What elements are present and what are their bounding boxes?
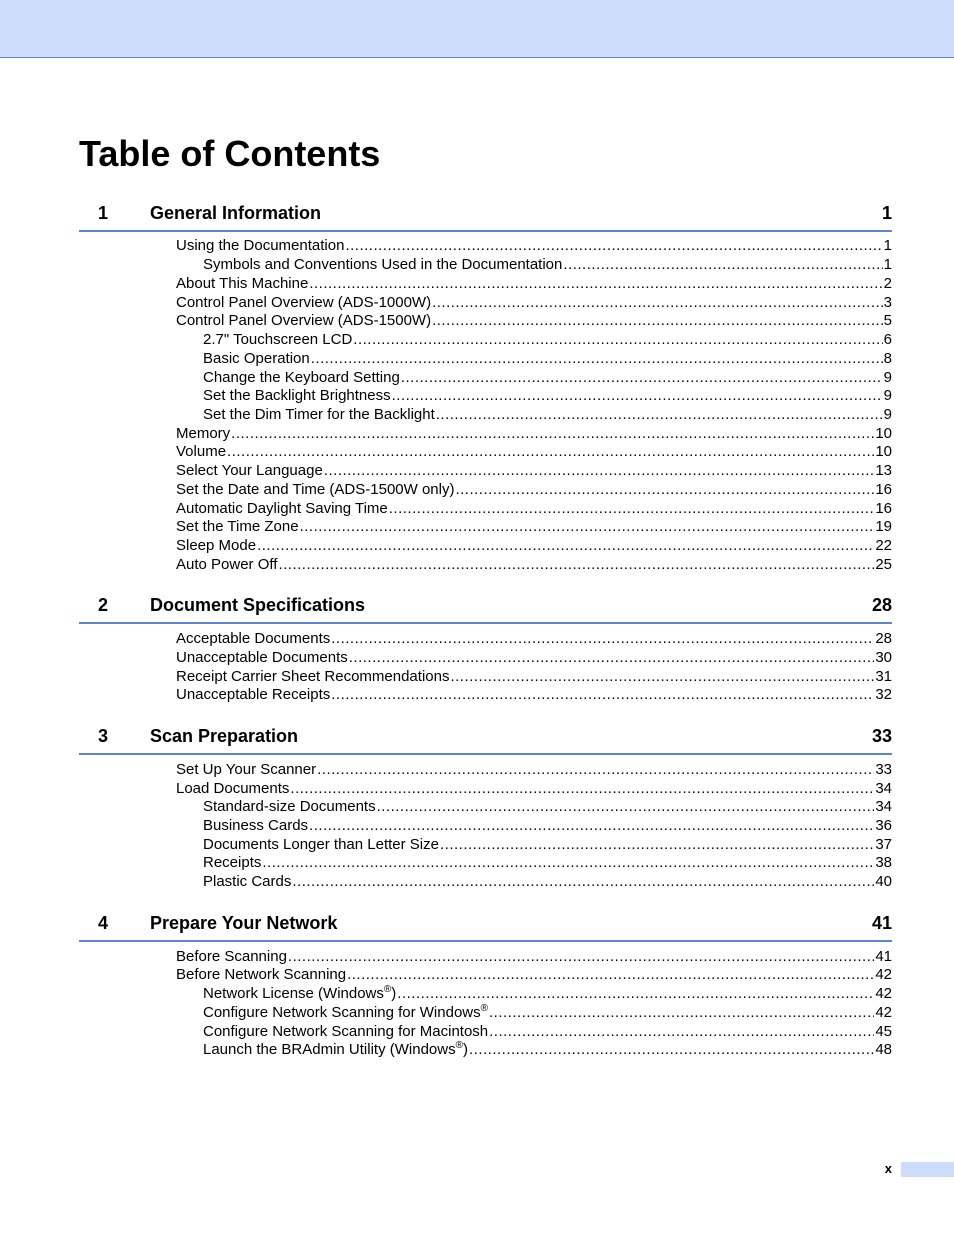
dot-leader <box>324 462 875 480</box>
dot-leader <box>347 966 874 984</box>
chapter-number: 4 <box>98 913 109 933</box>
toc-entry[interactable] <box>176 556 892 574</box>
chapter-number: 3 <box>98 726 109 746</box>
dot-leader <box>231 425 874 443</box>
toc-entry[interactable] <box>176 761 892 779</box>
registered-mark: ® <box>455 1041 463 1051</box>
chapter-page: 41 <box>871 913 892 933</box>
toc-entry-page: 30 <box>875 649 892 666</box>
toc-subentry[interactable] <box>203 873 892 891</box>
toc-entry-text: Network License (Windows <box>203 985 384 1002</box>
chapter-heading-4[interactable] <box>79 909 892 942</box>
chapter-title: General Information <box>150 203 322 223</box>
toc-entry-label <box>203 1041 468 1059</box>
toc-subentry[interactable] <box>203 1023 892 1041</box>
toc-entry-text: Control Panel Overview (ADS-1000W) <box>176 294 432 311</box>
dot-leader <box>432 312 883 330</box>
toc-entry[interactable] <box>176 518 892 536</box>
toc-entry-text: Acceptable Documents <box>176 630 331 647</box>
toc-subentry[interactable] <box>203 817 892 835</box>
toc-entry-text: Before Scanning <box>176 948 287 965</box>
toc-entry-page: 45 <box>875 1023 892 1040</box>
toc-entry-page: 42 <box>875 985 892 1002</box>
toc-entry-page: 38 <box>875 854 892 871</box>
dot-leader <box>450 668 874 686</box>
footer-page-number: x <box>884 1161 892 1176</box>
toc-entry-text: Basic Operation <box>203 350 310 367</box>
dot-leader <box>317 761 874 779</box>
toc-entry-page: 25 <box>875 556 892 573</box>
toc-entry[interactable] <box>176 780 892 798</box>
dot-leader <box>349 649 875 667</box>
toc-entry[interactable] <box>176 294 892 312</box>
toc-entry-page: 36 <box>875 817 892 834</box>
toc-entry-text-tail: ) <box>391 985 397 1002</box>
dot-leader <box>278 556 874 574</box>
page-title: Table of Contents <box>79 133 381 174</box>
dot-leader <box>455 481 874 499</box>
toc-entry-page: 6 <box>883 331 892 348</box>
dot-leader <box>469 1041 874 1059</box>
dot-leader <box>392 387 883 405</box>
toc-entry-page: 1 <box>883 256 892 273</box>
dot-leader <box>563 256 882 274</box>
toc-entry[interactable] <box>176 686 892 704</box>
dot-leader <box>227 443 874 461</box>
dot-leader <box>432 294 883 312</box>
toc-entry-text: Receipts <box>203 854 262 871</box>
toc-subentry[interactable] <box>203 836 892 854</box>
toc-entry-page: 9 <box>883 369 892 386</box>
toc-entry-page: 3 <box>883 294 892 311</box>
toc-entry-text: Configure Network Scanning for Macintosh <box>203 1023 489 1040</box>
dot-leader <box>436 406 883 424</box>
toc-subentry[interactable] <box>203 854 892 872</box>
toc-entry-page: 37 <box>875 836 892 853</box>
toc-entry[interactable] <box>176 443 892 461</box>
toc-entry[interactable] <box>176 462 892 480</box>
toc-entry-text: Set the Date and Time (ADS-1500W only) <box>176 481 455 498</box>
footer-tab <box>901 1162 954 1177</box>
toc-entry-page: 34 <box>875 780 892 797</box>
toc-entry-text: About This Machine <box>176 275 309 292</box>
dot-leader <box>311 350 883 368</box>
toc-entry-text: Set the Time Zone <box>176 518 299 535</box>
toc-entry[interactable] <box>176 966 892 984</box>
toc-entry-text: Symbols and Conventions Used in the Documentation <box>203 256 563 273</box>
toc-entry[interactable] <box>176 500 892 518</box>
toc-entry-label <box>203 1004 488 1022</box>
header-band <box>0 0 954 58</box>
toc-entry-text: Control Panel Overview (ADS-1500W) <box>176 312 432 329</box>
toc-entry-text: Configure Network Scanning for Windows <box>203 1004 481 1021</box>
dot-leader <box>331 686 874 704</box>
toc-subentry[interactable] <box>203 1004 892 1022</box>
toc-entry-page: 13 <box>875 462 892 479</box>
toc-entry[interactable] <box>176 312 892 330</box>
toc-entry-label <box>203 985 396 1003</box>
toc-entry[interactable] <box>176 425 892 443</box>
chapter-page: 28 <box>871 595 892 615</box>
chapter-heading-1[interactable] <box>79 199 892 232</box>
toc-entry-text: Automatic Daylight Saving Time <box>176 500 388 517</box>
toc-entry-text: Select Your Language <box>176 462 323 479</box>
chapter-title: Prepare Your Network <box>150 913 338 933</box>
toc-entry[interactable] <box>176 649 892 667</box>
dot-leader <box>292 873 874 891</box>
registered-mark: ® <box>383 985 392 995</box>
toc-entry-page: 2 <box>883 275 892 292</box>
toc-subentry[interactable] <box>203 350 892 368</box>
dot-leader <box>401 369 883 387</box>
chapter-page: 33 <box>871 726 892 746</box>
toc-entry-page: 16 <box>875 500 892 517</box>
dot-leader <box>489 1004 874 1022</box>
toc-entry-page: 42 <box>875 1004 892 1021</box>
toc-entry-page: 9 <box>883 387 892 404</box>
dot-leader <box>345 237 882 255</box>
toc-entry[interactable] <box>176 537 892 555</box>
chapter-heading-3[interactable] <box>79 722 892 755</box>
toc-entry[interactable] <box>176 481 892 499</box>
dot-leader <box>309 817 874 835</box>
chapter-page: 1 <box>881 203 892 223</box>
toc-subentry[interactable] <box>203 369 892 387</box>
toc-entry-page: 10 <box>875 425 892 442</box>
toc-entry-page: 10 <box>875 443 892 460</box>
dot-leader <box>397 985 874 1003</box>
toc-entry-text: Receipt Carrier Sheet Recommendations <box>176 668 450 685</box>
toc-entry-text: Unacceptable Receipts <box>176 686 331 703</box>
toc-entry-page: 5 <box>883 312 892 329</box>
toc-entry-text: Change the Keyboard Setting <box>203 369 400 386</box>
dot-leader <box>331 630 874 648</box>
toc-entry-text: Standard-size Documents <box>203 798 376 815</box>
toc-subentry[interactable] <box>203 985 892 1003</box>
dot-leader <box>389 500 875 518</box>
toc-entry-page: 9 <box>883 406 892 423</box>
toc-entry-text: Set the Backlight Brightness <box>203 387 391 404</box>
dot-leader <box>257 537 874 555</box>
toc-entry-text: Using the Documentation <box>176 237 345 254</box>
toc-entry[interactable] <box>176 630 892 648</box>
dot-leader <box>489 1023 874 1041</box>
dot-leader <box>377 798 875 816</box>
toc-entry-page: 42 <box>875 966 892 983</box>
toc-entry-text: Sleep Mode <box>176 537 257 554</box>
toc-subentry[interactable] <box>203 331 892 349</box>
toc-entry[interactable] <box>176 275 892 293</box>
toc-entry[interactable] <box>176 237 892 255</box>
dot-leader <box>440 836 874 854</box>
toc-entry-page: 48 <box>875 1041 892 1058</box>
toc-entry-page: 8 <box>883 350 892 367</box>
registered-mark: ® <box>480 1004 488 1014</box>
toc-entry-page: 31 <box>875 668 892 685</box>
toc-entry-text: Before Network Scanning <box>176 966 347 983</box>
dot-leader <box>288 948 874 966</box>
dot-leader <box>353 331 882 349</box>
toc-entry-page: 33 <box>875 761 892 778</box>
toc-entry-page: 40 <box>875 873 892 890</box>
toc-entry-text-tail: ) <box>462 1041 468 1058</box>
toc-subentry[interactable] <box>203 406 892 424</box>
dot-leader <box>290 780 874 798</box>
toc-subentry[interactable] <box>203 387 892 405</box>
chapter-title: Scan Preparation <box>150 726 299 746</box>
toc-subentry[interactable] <box>203 798 892 816</box>
dot-leader <box>262 854 874 872</box>
dot-leader <box>309 275 882 293</box>
toc-entry-page: 28 <box>875 630 892 647</box>
toc-entry-text: Documents Longer than Letter Size <box>203 836 439 853</box>
toc-entry-page: 1 <box>883 237 892 254</box>
dot-leader <box>300 518 875 536</box>
toc-entry-text: Set Up Your Scanner <box>176 761 317 778</box>
toc-entry-text: Launch the BRAdmin Utility (Windows <box>203 1041 456 1058</box>
chapter-title: Document Specifications <box>150 595 366 615</box>
toc-entry-page: 19 <box>875 518 892 535</box>
toc-entry-page: 34 <box>875 798 892 815</box>
chapter-heading-2[interactable] <box>79 591 892 624</box>
toc-entry-page: 32 <box>875 686 892 703</box>
toc-entry-page: 41 <box>875 948 892 965</box>
toc-subentry[interactable] <box>203 256 892 274</box>
toc-entry-page: 16 <box>875 481 892 498</box>
toc-subentry[interactable] <box>203 1041 892 1059</box>
toc-entry-text: Memory <box>176 425 231 442</box>
toc-entry-text: 2.7" Touchscreen LCD <box>203 331 353 348</box>
toc-entry-text: Business Cards <box>203 817 309 834</box>
toc-entry-page: 22 <box>875 537 892 554</box>
chapter-number: 2 <box>98 595 109 615</box>
toc-entry-text: Volume <box>176 443 227 460</box>
chapter-number: 1 <box>98 203 109 223</box>
toc-entry-text: Load Documents <box>176 780 290 797</box>
toc-entry[interactable] <box>176 948 892 966</box>
toc-entry-text: Auto Power Off <box>176 556 278 573</box>
toc-entry-text: Unacceptable Documents <box>176 649 348 666</box>
toc-entry[interactable] <box>176 668 892 686</box>
toc-entry-text: Plastic Cards <box>203 873 292 890</box>
toc-entry-text: Set the Dim Timer for the Backlight <box>203 406 435 423</box>
